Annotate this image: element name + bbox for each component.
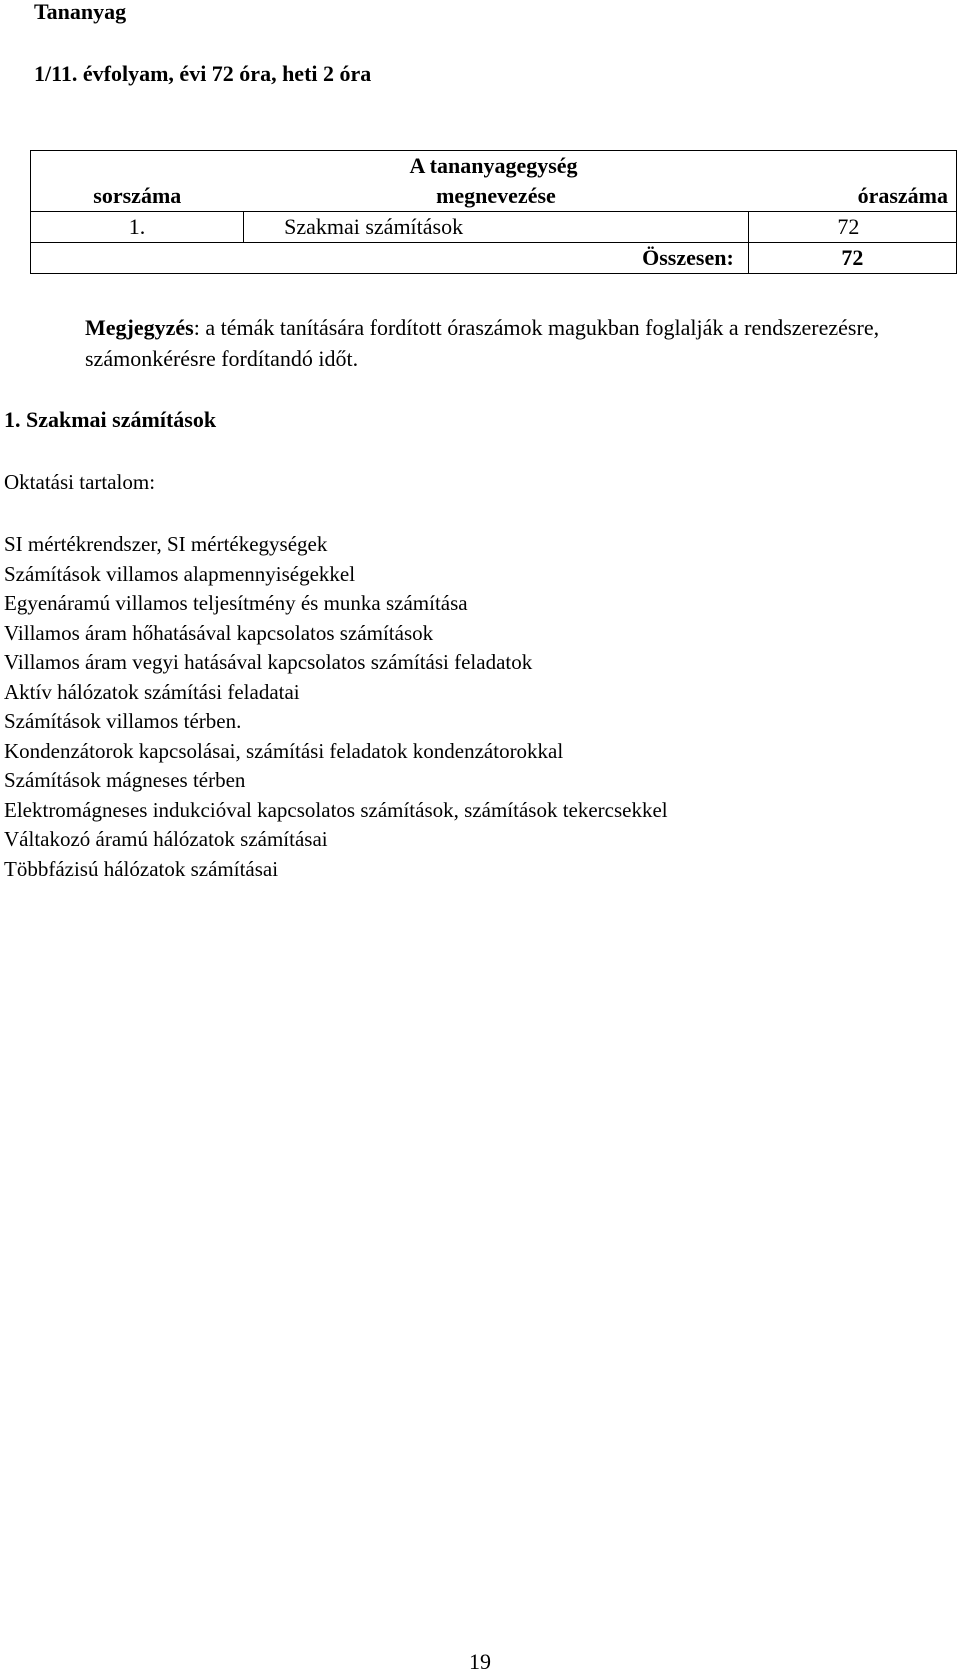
section-title: 1. Szakmai számítások	[4, 407, 217, 432]
note-text: : a témák tanítására fordított óraszámok magukban foglalják a rendszerezésre, számonkérésre fordítandó időt.	[85, 315, 880, 371]
content-label: Oktatási tartalom:	[4, 470, 156, 494]
list-item: Számítások villamos térben.	[4, 709, 242, 733]
list-item: Elektromágneses indukcióval kapcsolatos számítások, számítások tekercsekkel	[4, 797, 668, 822]
list-item: Többfázisú hálózatok számításai	[4, 856, 279, 881]
list-item: Villamos áram vegyi hatásával kapcsolatos számítási feladatok	[4, 650, 533, 674]
note-label: Megjegyzés	[85, 315, 194, 340]
grade-line: 1/11. évfolyam, évi 72 óra, heti 2 óra	[34, 61, 372, 86]
page-number: 19	[469, 1649, 491, 1674]
column-header-hours: óraszáma	[748, 181, 956, 212]
column-header-name: megnevezése	[244, 181, 749, 212]
total-label: Összesen:	[31, 243, 749, 274]
list-item: Számítások villamos alapmennyiségekkel	[4, 561, 356, 586]
table-total-row	[31, 243, 957, 274]
list-item: SI mértékrendszer, SI mértékegységek	[4, 532, 328, 556]
table-group-header-row	[31, 151, 957, 182]
list-item: Aktív hálózatok számítási feladatai	[4, 679, 300, 704]
table-row	[31, 212, 957, 243]
list-item: Számítások mágneses térben	[4, 768, 246, 792]
list-item: Egyenáramú villamos teljesítmény és munka számítása	[4, 591, 468, 615]
list-item: Villamos áram hőhatásával kapcsolatos számítások	[4, 620, 434, 645]
row-number: 1.	[31, 212, 244, 243]
total-value: 72	[748, 243, 956, 274]
list-item: Váltakozó áramú hálózatok számításai	[4, 827, 328, 851]
document-heading: Tananyag	[34, 0, 127, 24]
table-column-header-row	[31, 181, 957, 212]
table-group-header: A tananyagegység	[31, 151, 957, 182]
row-hours: 72	[748, 212, 956, 243]
list-item: Kondenzátorok kapcsolásai, számítási feladatok kondenzátorokkal	[4, 738, 564, 763]
row-name: Szakmai számítások	[244, 212, 749, 243]
column-header-number: sorszáma	[31, 181, 244, 212]
note-paragraph	[85, 312, 935, 374]
topic-list	[4, 530, 668, 884]
curriculum-table	[30, 150, 957, 274]
